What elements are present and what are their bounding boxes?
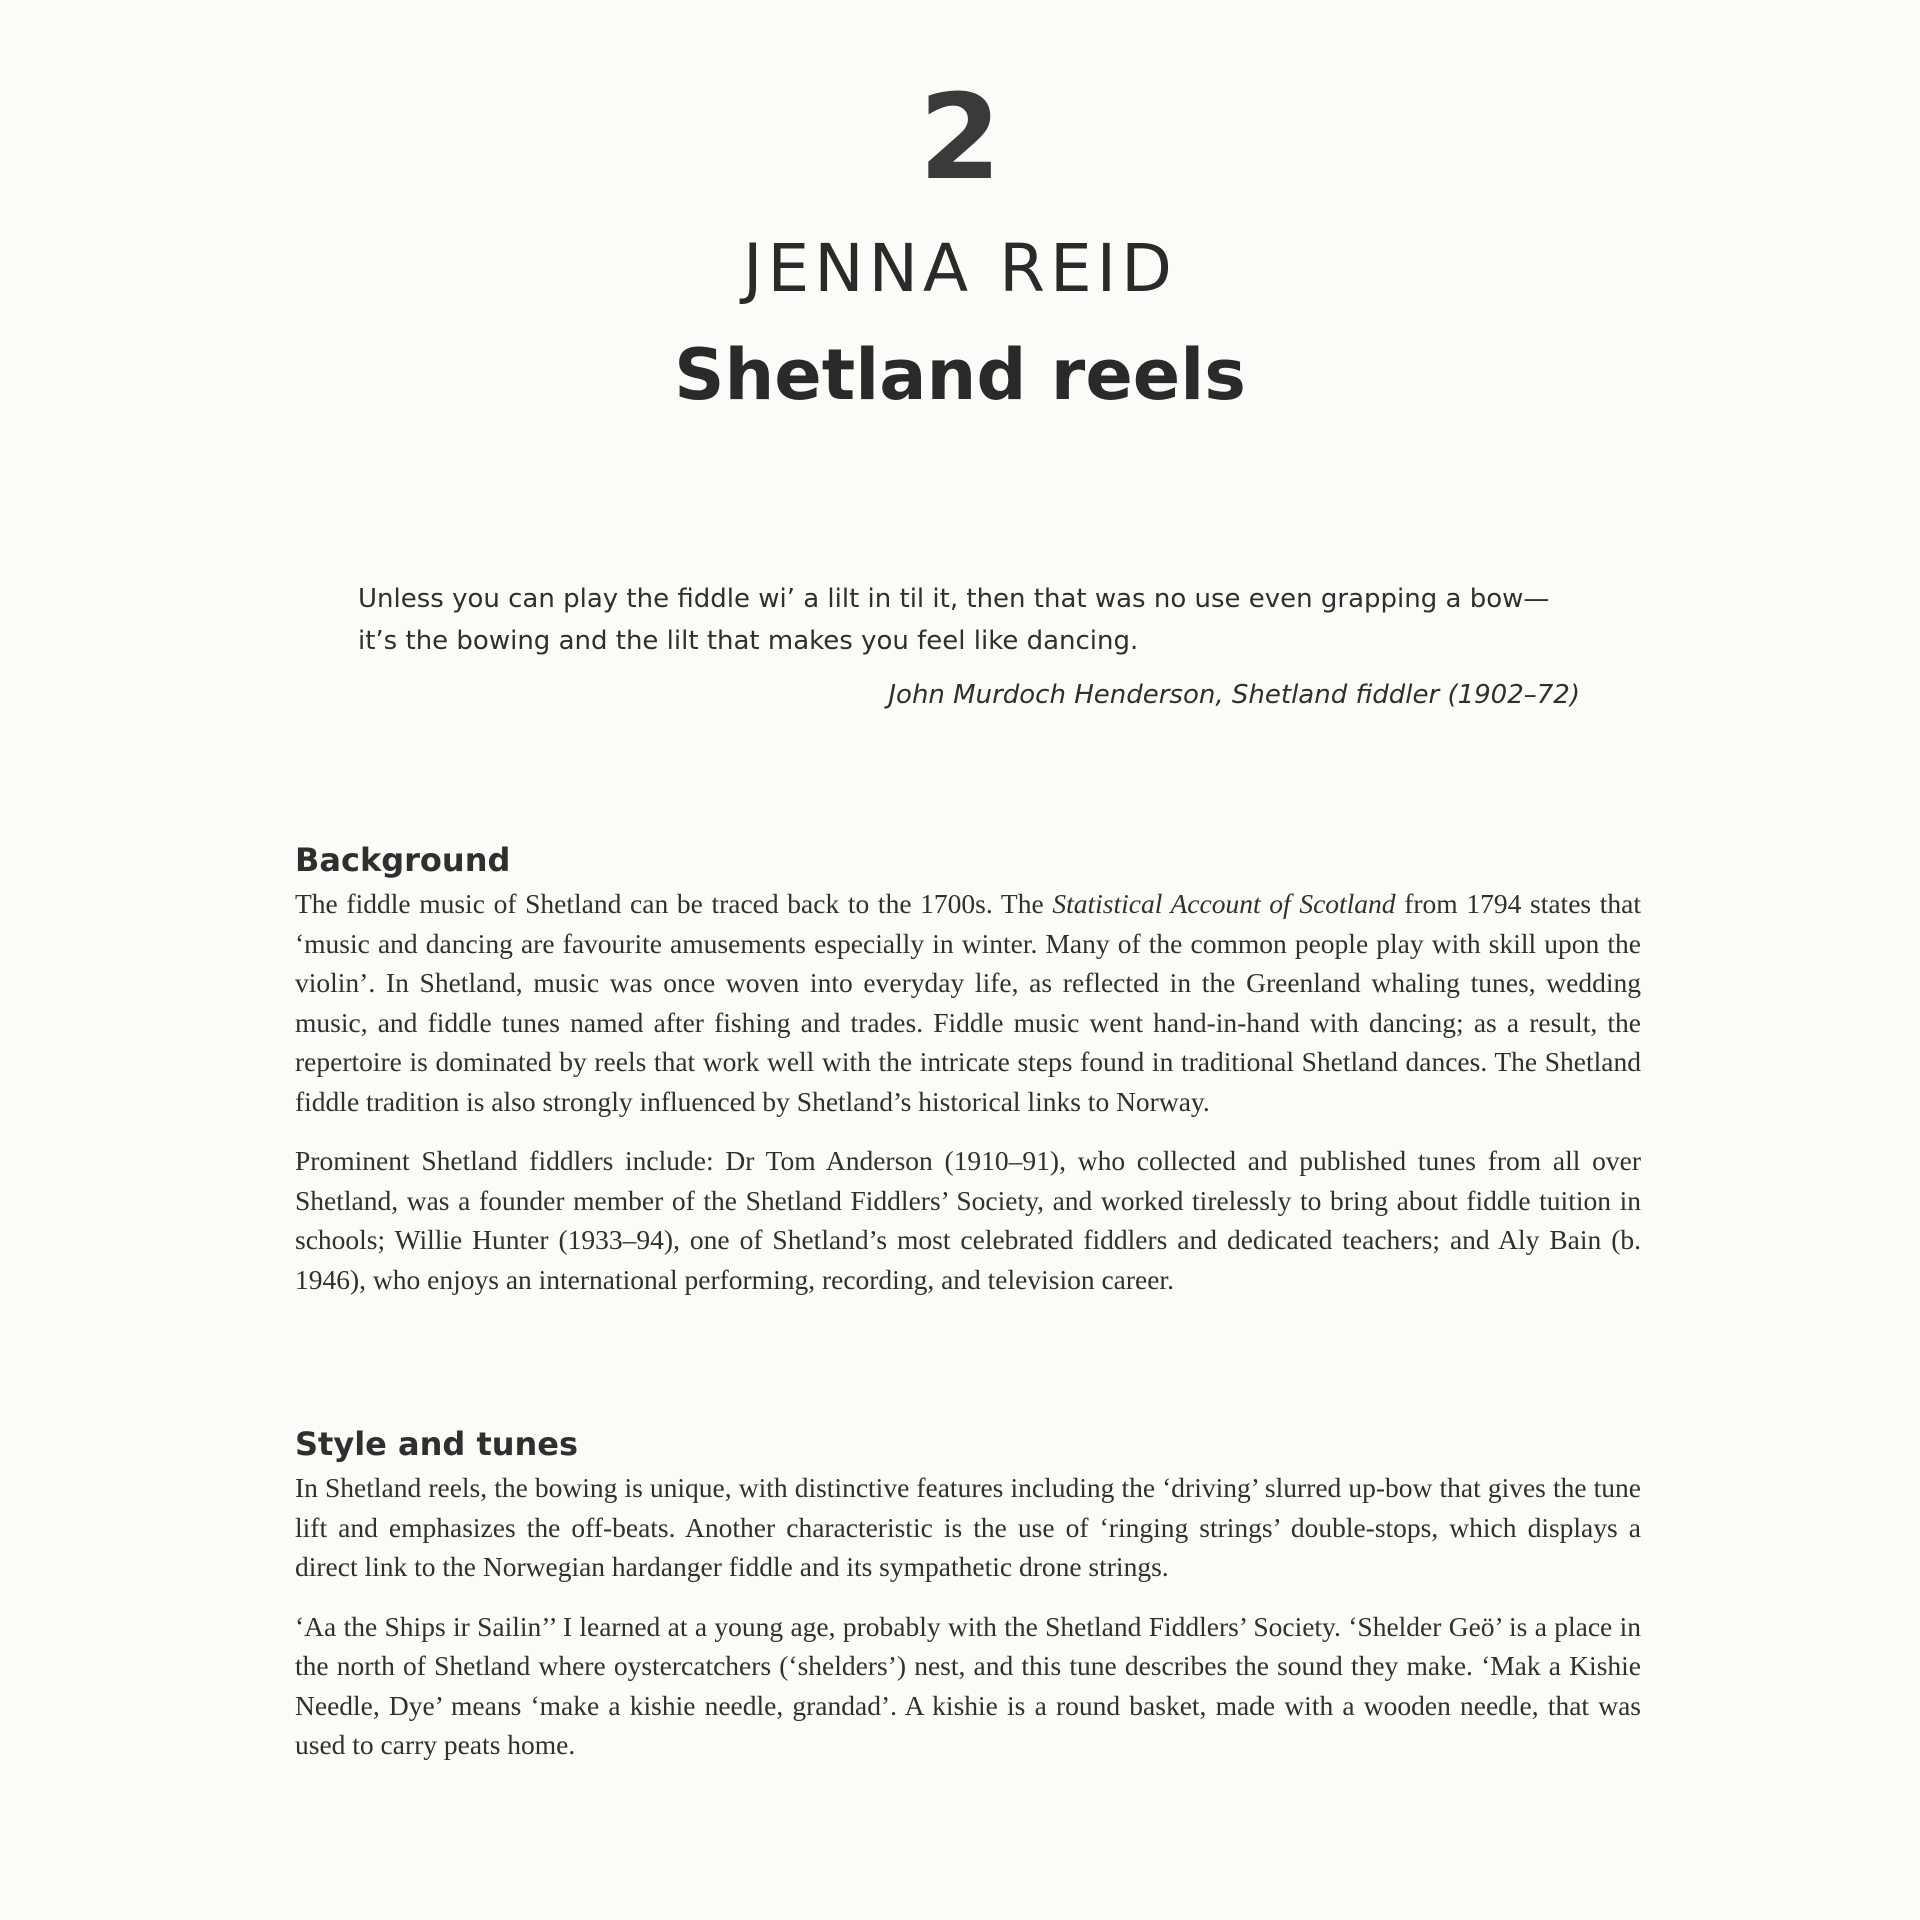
book-title-citation: Statistical Account of Scotland — [1052, 888, 1396, 919]
background-p1-start: The fiddle music of Shetland can be traced back to the 1700s. The — [295, 888, 1053, 919]
section-style-and-tunes — [295, 1422, 1641, 1785]
section-heading-style: Style and tunes — [295, 1425, 579, 1463]
epigraph-quote: Unless you can play the fiddle wi’ a lilt in til it, then that was no use even grapping a bow—it’s the bowing and the lilt that makes you feel like dancing. — [358, 584, 1550, 656]
epigraph-attribution: John Murdoch Henderson, Shetland fiddler (1902–72) — [888, 680, 1580, 710]
style-paragraph-1: In Shetland reels, the bowing is unique, with distinctive features including the ‘driving’ slurred up-bow that gives the tune lift and emphasizes the off-beats. Another characteristic is the use of ‘ringing strings’ double-stops, which displays a direct link to the Norwegian hardanger fiddle and its sympathetic drone strings. — [295, 1472, 1641, 1582]
chapter-title: Shetland reels — [674, 334, 1246, 416]
chapter-number: 2 — [918, 68, 1002, 206]
background-paragraph-1 — [295, 884, 1641, 1121]
section-heading-background: Background — [295, 841, 511, 879]
epigraph — [358, 578, 1580, 716]
style-paragraph-2: ‘Aa the Ships ir Sailin’’ I learned at a young age, probably with the Shetland Fiddlers’ Society. ‘Shelder Geö’ is a place in the north of Shetland where oystercatchers (‘shelders’) nest, and this tune describes the sound they make. ‘Mak a Kishie Needle, Dye’ means ‘make a kishie needle, grandad’. A kishie is a round basket, made with a wooden needle, that was used to carry peats home. — [295, 1610, 1641, 1760]
background-paragraph-2: Prominent Shetland fiddlers include: Dr Tom Anderson (1910–91), who collected and published tunes from all over Shetland, was a founder member of the Shetland Fiddlers’ Society, and worked tirelessly to bring about fiddle tuition in schools; Willie Hunter (1933–94), one of Shetland’s most celebrated fiddlers and dedicated teachers; and Aly Bain (b. 1946), who enjoys an international performing, recording, and television career. — [295, 1145, 1641, 1295]
chapter-author: JENNA REID — [743, 230, 1177, 307]
background-p1-end: from 1794 states that ‘music and dancing are favourite amusements especially in winter. Many of the common people play with skill upon the violin’. In Shetland, music was once woven into everyday life, as reflected in the Greenland whaling tunes, wedding music, and fiddle tunes named after fishing and trades. Fiddle music went hand-in-hand with dancing; as a result, the repertoire is dominated by reels that work well with the intricate steps found in traditional Shetland dances. The Shetland fiddle tradition is also strongly influenced by Shetland’s historical links to Norway. — [295, 888, 1641, 1117]
section-background — [295, 838, 1641, 1319]
